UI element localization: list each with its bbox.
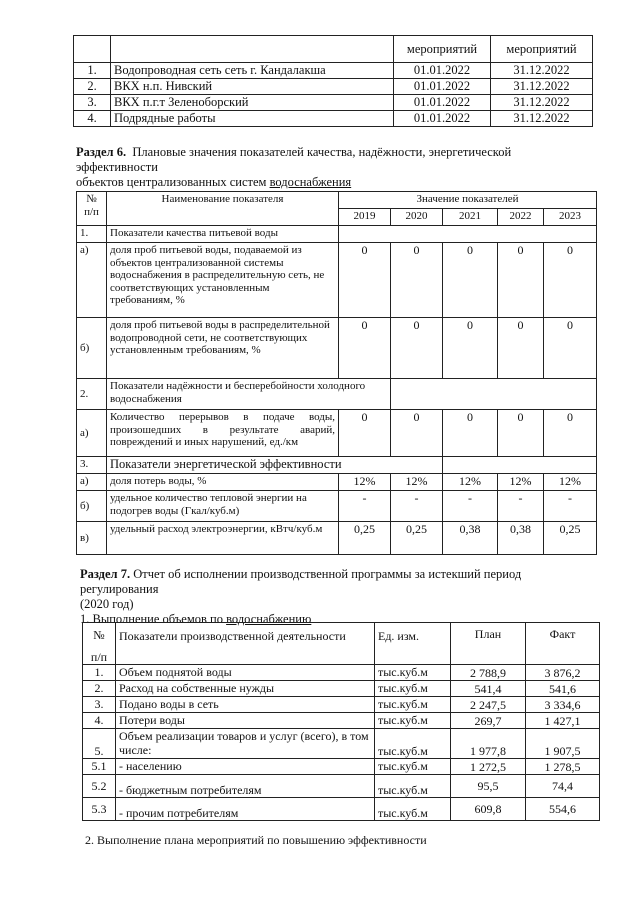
section-6-label: Раздел 6. bbox=[76, 145, 127, 159]
table-row: 1. Объем поднятой воды тыс.куб.м 2 788,9 3 876,2 bbox=[83, 665, 600, 681]
name-column-header: Наименование показателя bbox=[107, 192, 339, 226]
end-column-header: мероприятий bbox=[491, 36, 593, 63]
values-column-header: Значение показателей bbox=[339, 192, 597, 209]
unit-column-header: Ед. изм. bbox=[375, 623, 451, 665]
plan-column-header: План bbox=[451, 623, 526, 665]
table-row: 2. Расход на собственные нужды тыс.куб.м 541,4 541,6 bbox=[83, 681, 600, 697]
indicators-table bbox=[76, 191, 597, 555]
table-header-row bbox=[77, 192, 597, 209]
measures-schedule-table bbox=[73, 35, 593, 127]
group-row: 3. Показатели энергетической эффективности bbox=[77, 457, 597, 474]
table-row: 5.1 - населению тыс.куб.м 1 272,5 1 278,5 bbox=[83, 759, 600, 775]
section-7-heading: Раздел 7. Отчет об исполнении производственной программы за истекший период регулирования (2020 год) 1. Выполнение объемов по водоснабжению bbox=[80, 567, 522, 626]
name-column-header: Показатели производственной деятельности bbox=[116, 623, 375, 665]
table-row: 5.2 - бюджетным потребителям тыс.куб.м 95,5 74,4 bbox=[83, 775, 600, 798]
num-column-header: № п/п bbox=[77, 192, 107, 226]
group-row: 2. Показатели надёжности и бесперебойности холодного водоснабжения bbox=[77, 379, 597, 410]
table-row: 3. ВКХ п.г.т Зеленоборский 01.01.2022 31.12.2022 bbox=[74, 95, 593, 111]
table-row: а) Количество перерывов в подаче воды, произошедших в результате аварий, повреждений и иных нарушений, ед./км 0 0 0 0 0 bbox=[77, 410, 597, 457]
section-7-label: Раздел 7. bbox=[80, 567, 131, 581]
table-row: а) доля потерь воды, % 12% 12% 12% 12% 12% bbox=[77, 474, 597, 491]
fact-column-header: Факт bbox=[526, 623, 600, 665]
year-header: 2023 bbox=[544, 209, 597, 226]
group-row: 1. Показатели качества питьевой воды bbox=[77, 226, 597, 243]
year-header: 2022 bbox=[498, 209, 544, 226]
table-row: 2. ВКХ н.п. Нивский 01.01.2022 31.12.2022 bbox=[74, 79, 593, 95]
section-7-title: Отчет об исполнении производственной программы за истекший период регулирования bbox=[80, 567, 522, 596]
year-header: 2019 bbox=[339, 209, 391, 226]
start-column-header: мероприятий bbox=[394, 36, 491, 63]
table-row: б) удельное количество тепловой энергии на подогрев воды (Гкал/куб.м) - - - - - bbox=[77, 491, 597, 522]
table-row: б) доля проб питьевой воды в распределительной водопроводной сети, не соответствующих установленным требованиям, % 0 0 0 0 0 bbox=[77, 318, 597, 379]
table-row: 4. Потери воды тыс.куб.м 269,7 1 427,1 bbox=[83, 713, 600, 729]
table-row: 4. Подрядные работы 01.01.2022 31.12.2022 bbox=[74, 111, 593, 127]
efficiency-plan-heading: 2. Выполнение плана мероприятий по повышению эффективности bbox=[85, 833, 427, 847]
table-row: в) удельный расход электроэнергии, кВтч/куб.м 0,25 0,25 0,38 0,38 0,25 bbox=[77, 522, 597, 555]
table-header-row bbox=[83, 623, 600, 665]
table-row: а) доля проб питьевой воды, подаваемой из объектов централизованной системы водоснабжения в распределительную сеть, не соответствующих установленным требованиям, % 0 0 0 0 0 bbox=[77, 243, 597, 318]
table-row: 1. Водопроводная сеть сеть г. Кандалакша 01.01.2022 31.12.2022 bbox=[74, 63, 593, 79]
production-report-table bbox=[82, 622, 600, 821]
section-6-heading: Раздел 6. Плановые значения показателей качества, надёжности, энергетической эффективности объектов централизованных систем водоснабжения bbox=[76, 145, 512, 189]
year-header: 2021 bbox=[443, 209, 498, 226]
year-header: 2020 bbox=[391, 209, 443, 226]
num-column-header: № п/п bbox=[83, 623, 116, 665]
section-6-title: Плановые значения показателей качества, надёжности, энергетической эффективности bbox=[76, 145, 512, 174]
table-row: 3. Подано воды в сеть тыс.куб.м 2 247,5 3 334,6 bbox=[83, 697, 600, 713]
table-row: 5. Объем реализации товаров и услуг (всего), в том числе: тыс.куб.м 1 977,8 1 907,5 bbox=[83, 729, 600, 759]
table-row: 5.3 - прочим потребителям тыс.куб.м 609,8 554,6 bbox=[83, 798, 600, 821]
table-header-row bbox=[74, 36, 593, 63]
